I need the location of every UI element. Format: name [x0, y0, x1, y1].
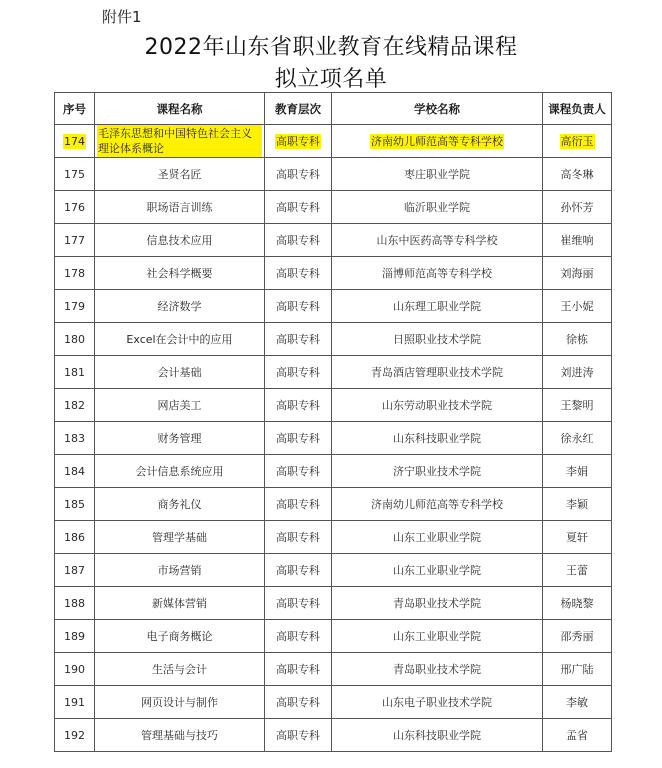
row-course-lead: 李娟 — [566, 465, 588, 478]
row-course-lead-cell — [543, 455, 612, 488]
row-education-level: 高职专科 — [276, 663, 320, 676]
row-number-cell — [55, 587, 95, 620]
row-number-cell — [55, 191, 95, 224]
row-education-level: 高职专科 — [276, 234, 320, 247]
row-course-name: 网店美工 — [157, 399, 202, 412]
row-course-lead: 李敏 — [566, 696, 588, 709]
row-education-level: 高职专科 — [276, 498, 320, 511]
row-course-lead: 邵秀丽 — [560, 630, 594, 643]
row-course-name-cell — [95, 488, 265, 521]
row-school-name-cell — [332, 587, 543, 620]
row-education-level-cell — [265, 257, 332, 290]
row-course-name-cell — [95, 224, 265, 257]
row-school-name-cell — [332, 323, 543, 356]
row-number: 183 — [64, 431, 85, 445]
row-education-level-cell — [265, 587, 332, 620]
row-education-level-cell — [265, 224, 332, 257]
row-school-name-cell — [332, 191, 543, 224]
row-course-lead: 李颖 — [566, 498, 588, 511]
row-course-lead: 崔维响 — [560, 234, 594, 247]
row-course-name-cell — [95, 653, 265, 686]
row-course-lead: 高衍玉 — [560, 135, 594, 148]
row-number: 192 — [64, 728, 85, 742]
row-course-lead: 夏轩 — [566, 531, 588, 544]
column-header-school-name: 学校名称 — [332, 93, 543, 125]
row-school-name-cell — [332, 620, 543, 653]
row-course-lead: 孟省 — [566, 729, 588, 742]
row-school-name: 山东科技职业学院 — [393, 729, 481, 742]
row-school-name: 济南幼儿师范高等专科学校 — [371, 498, 503, 511]
row-number-cell — [55, 620, 95, 653]
table-row — [55, 554, 612, 587]
row-education-level-cell — [265, 356, 332, 389]
row-education-level: 高职专科 — [276, 333, 320, 346]
row-number: 190 — [64, 662, 85, 676]
row-course-name-cell — [95, 587, 265, 620]
table-row — [55, 125, 612, 158]
row-education-level: 高职专科 — [276, 366, 320, 379]
row-course-lead-cell — [543, 719, 612, 752]
row-course-lead-cell — [543, 488, 612, 521]
row-course-name-cell — [95, 719, 265, 752]
row-education-level-cell — [265, 422, 332, 455]
table-row — [55, 653, 612, 686]
row-number-cell — [55, 290, 95, 323]
row-school-name-cell — [332, 257, 543, 290]
row-course-name-cell — [95, 323, 265, 356]
row-school-name-cell — [332, 686, 543, 719]
row-number-cell — [55, 554, 95, 587]
row-number: 182 — [64, 398, 85, 412]
row-course-name-cell — [95, 125, 265, 158]
row-number: 177 — [64, 233, 85, 247]
row-school-name: 山东劳动职业技术学院 — [382, 399, 492, 412]
row-number-cell — [55, 488, 95, 521]
row-course-name: 商务礼仪 — [157, 498, 202, 511]
row-education-level-cell — [265, 719, 332, 752]
row-education-level: 高职专科 — [276, 432, 320, 445]
row-school-name: 山东理工职业学院 — [393, 300, 481, 313]
row-education-level-cell — [265, 686, 332, 719]
row-course-name-cell — [95, 620, 265, 653]
column-header-course-lead: 课程负责人 — [543, 93, 612, 125]
row-school-name: 青岛酒店管理职业技术学院 — [371, 366, 503, 379]
row-course-name: 市场营销 — [157, 564, 202, 577]
row-course-lead-cell — [543, 125, 612, 158]
row-school-name: 淄博师范高等专科学校 — [382, 267, 492, 280]
row-school-name-cell — [332, 224, 543, 257]
row-course-lead-cell — [543, 356, 612, 389]
row-number-cell — [55, 389, 95, 422]
row-course-lead: 邢广陆 — [560, 663, 594, 676]
row-course-name: 职场语言训练 — [146, 201, 213, 214]
row-school-name-cell — [332, 389, 543, 422]
row-school-name: 日照职业技术学院 — [393, 333, 481, 346]
row-number: 180 — [64, 332, 85, 346]
table-row — [55, 290, 612, 323]
row-course-lead-cell — [543, 620, 612, 653]
row-course-name: 会计基础 — [157, 366, 202, 379]
row-number-cell — [55, 257, 95, 290]
table-row — [55, 488, 612, 521]
row-course-name: 经济数学 — [157, 300, 202, 313]
row-school-name-cell — [332, 521, 543, 554]
row-course-lead-cell — [543, 653, 612, 686]
row-school-name-cell — [332, 488, 543, 521]
table-header-row — [55, 93, 612, 125]
row-number: 178 — [64, 266, 85, 280]
row-number-cell — [55, 719, 95, 752]
row-course-lead-cell — [543, 389, 612, 422]
row-education-level-cell — [265, 323, 332, 356]
row-course-lead: 王黎明 — [560, 399, 594, 412]
row-course-name: 会计信息系统应用 — [135, 465, 224, 478]
row-number: 188 — [64, 596, 85, 610]
table-row — [55, 521, 612, 554]
row-education-level-cell — [265, 158, 332, 191]
row-school-name: 济宁职业技术学院 — [393, 465, 481, 478]
row-number: 174 — [64, 134, 85, 148]
row-school-name-cell — [332, 719, 543, 752]
row-course-name-cell — [95, 521, 265, 554]
row-education-level: 高职专科 — [276, 564, 320, 577]
row-course-lead-cell — [543, 554, 612, 587]
row-education-level: 高职专科 — [276, 267, 320, 280]
row-course-lead-cell — [543, 323, 612, 356]
table-row — [55, 455, 612, 488]
row-course-name: 毛泽东思想和中国特色社会主义理论体系概论 — [97, 125, 262, 157]
row-course-name-cell — [95, 356, 265, 389]
row-school-name: 临沂职业学院 — [404, 201, 470, 214]
page-subtitle: 拟立项名单 — [274, 67, 388, 92]
table-row — [55, 356, 612, 389]
row-course-name-cell — [95, 191, 265, 224]
row-course-name-cell — [95, 257, 265, 290]
row-school-name-cell — [332, 422, 543, 455]
row-school-name-cell — [332, 125, 543, 158]
row-school-name-cell — [332, 356, 543, 389]
row-course-lead-cell — [543, 587, 612, 620]
row-course-lead-cell — [543, 191, 612, 224]
row-number-cell — [55, 125, 95, 158]
row-number-cell — [55, 323, 95, 356]
row-course-name: 财务管理 — [157, 432, 202, 445]
table-row — [55, 224, 612, 257]
row-course-name: Excel在会计中的应用 — [126, 333, 233, 346]
row-course-lead: 杨晓黎 — [560, 597, 594, 610]
row-school-name: 济南幼儿师范高等专科学校 — [371, 135, 503, 148]
row-course-lead: 王蕾 — [566, 564, 588, 577]
row-school-name-cell — [332, 653, 543, 686]
row-number-cell — [55, 422, 95, 455]
row-school-name: 青岛职业技术学院 — [393, 597, 481, 610]
table-row — [55, 257, 612, 290]
table-row — [55, 587, 612, 620]
row-school-name-cell — [332, 290, 543, 323]
row-number-cell — [55, 686, 95, 719]
table-row — [55, 686, 612, 719]
row-school-name-cell — [332, 554, 543, 587]
row-course-lead: 高冬琳 — [560, 168, 594, 181]
row-number-cell — [55, 224, 95, 257]
row-course-lead-cell — [543, 422, 612, 455]
row-school-name: 山东中医药高等专科学校 — [376, 234, 498, 247]
row-number-cell — [55, 455, 95, 488]
row-course-lead-cell — [543, 158, 612, 191]
row-course-name: 电子商务概论 — [146, 630, 213, 643]
row-course-lead-cell — [543, 521, 612, 554]
row-education-level-cell — [265, 290, 332, 323]
table-row — [55, 620, 612, 653]
row-school-name: 山东电子职业技术学院 — [382, 696, 492, 709]
course-list-table — [54, 92, 612, 752]
row-course-lead-cell — [543, 686, 612, 719]
row-course-name: 社会科学概要 — [146, 267, 213, 280]
row-number-cell — [55, 356, 95, 389]
row-education-level-cell — [265, 653, 332, 686]
row-school-name: 山东科技职业学院 — [393, 432, 481, 445]
row-education-level-cell — [265, 125, 332, 158]
row-course-lead-cell — [543, 290, 612, 323]
column-header-education-level: 教育层次 — [265, 93, 332, 125]
row-school-name-cell — [332, 455, 543, 488]
row-education-level: 高职专科 — [276, 135, 320, 148]
row-education-level: 高职专科 — [276, 597, 320, 610]
row-course-name-cell — [95, 389, 265, 422]
row-course-lead: 孙怀芳 — [560, 201, 594, 214]
row-number: 185 — [64, 497, 85, 511]
row-course-name: 信息技术应用 — [146, 234, 213, 247]
row-school-name: 山东工业职业学院 — [393, 531, 481, 544]
table-row — [55, 191, 612, 224]
row-number: 189 — [64, 629, 85, 643]
row-course-name: 圣贤名匠 — [157, 168, 202, 181]
row-education-level-cell — [265, 554, 332, 587]
row-education-level: 高职专科 — [276, 531, 320, 544]
page-title: 2022年山东省职业教育在线精品课程 — [144, 35, 518, 60]
row-number: 191 — [64, 695, 85, 709]
row-course-name-cell — [95, 455, 265, 488]
table-row — [55, 389, 612, 422]
row-education-level: 高职专科 — [276, 630, 320, 643]
row-education-level: 高职专科 — [276, 300, 320, 313]
row-school-name: 枣庄职业学院 — [404, 168, 470, 181]
row-number-cell — [55, 653, 95, 686]
row-course-name-cell — [95, 686, 265, 719]
row-number: 181 — [64, 365, 85, 379]
row-school-name-cell — [332, 158, 543, 191]
row-education-level: 高职专科 — [276, 729, 320, 742]
row-education-level-cell — [265, 191, 332, 224]
row-number: 184 — [64, 464, 85, 478]
row-education-level: 高职专科 — [276, 201, 320, 214]
row-course-lead-cell — [543, 257, 612, 290]
column-header-course-name: 课程名称 — [95, 93, 265, 125]
table-row — [55, 158, 612, 191]
row-number-cell — [55, 158, 95, 191]
row-course-name: 管理基础与技巧 — [141, 729, 218, 742]
row-number: 175 — [64, 167, 85, 181]
row-education-level-cell — [265, 488, 332, 521]
row-education-level: 高职专科 — [276, 696, 320, 709]
row-course-name-cell — [95, 422, 265, 455]
row-education-level: 高职专科 — [276, 465, 320, 478]
row-course-name: 新媒体营销 — [152, 597, 207, 610]
row-number: 186 — [64, 530, 85, 544]
row-course-lead: 刘海丽 — [560, 267, 594, 280]
row-school-name: 山东工业职业学院 — [393, 630, 481, 643]
row-course-lead: 徐栋 — [566, 333, 588, 346]
row-number-cell — [55, 521, 95, 554]
row-education-level-cell — [265, 620, 332, 653]
row-course-name-cell — [95, 158, 265, 191]
row-course-lead: 刘进涛 — [560, 366, 594, 379]
table-row — [55, 323, 612, 356]
row-course-name-cell — [95, 290, 265, 323]
row-number: 176 — [64, 200, 85, 214]
row-course-lead: 王小妮 — [560, 300, 594, 313]
row-course-name: 管理学基础 — [152, 531, 207, 544]
row-number: 179 — [64, 299, 85, 313]
row-education-level-cell — [265, 521, 332, 554]
row-education-level-cell — [265, 389, 332, 422]
row-course-name: 网页设计与制作 — [141, 696, 218, 709]
row-course-name-cell — [95, 554, 265, 587]
row-course-name: 生活与会计 — [152, 663, 207, 676]
table-row — [55, 719, 612, 752]
table-row — [55, 422, 612, 455]
row-education-level-cell — [265, 455, 332, 488]
row-education-level: 高职专科 — [276, 168, 320, 181]
row-school-name: 山东工业职业学院 — [393, 564, 481, 577]
row-course-lead: 徐永红 — [560, 432, 594, 445]
row-course-lead-cell — [543, 224, 612, 257]
attachment-label: 附件1 — [102, 8, 142, 26]
row-education-level: 高职专科 — [276, 399, 320, 412]
column-header-number: 序号 — [55, 93, 95, 125]
row-school-name: 青岛职业技术学院 — [393, 663, 481, 676]
row-number: 187 — [64, 563, 85, 577]
